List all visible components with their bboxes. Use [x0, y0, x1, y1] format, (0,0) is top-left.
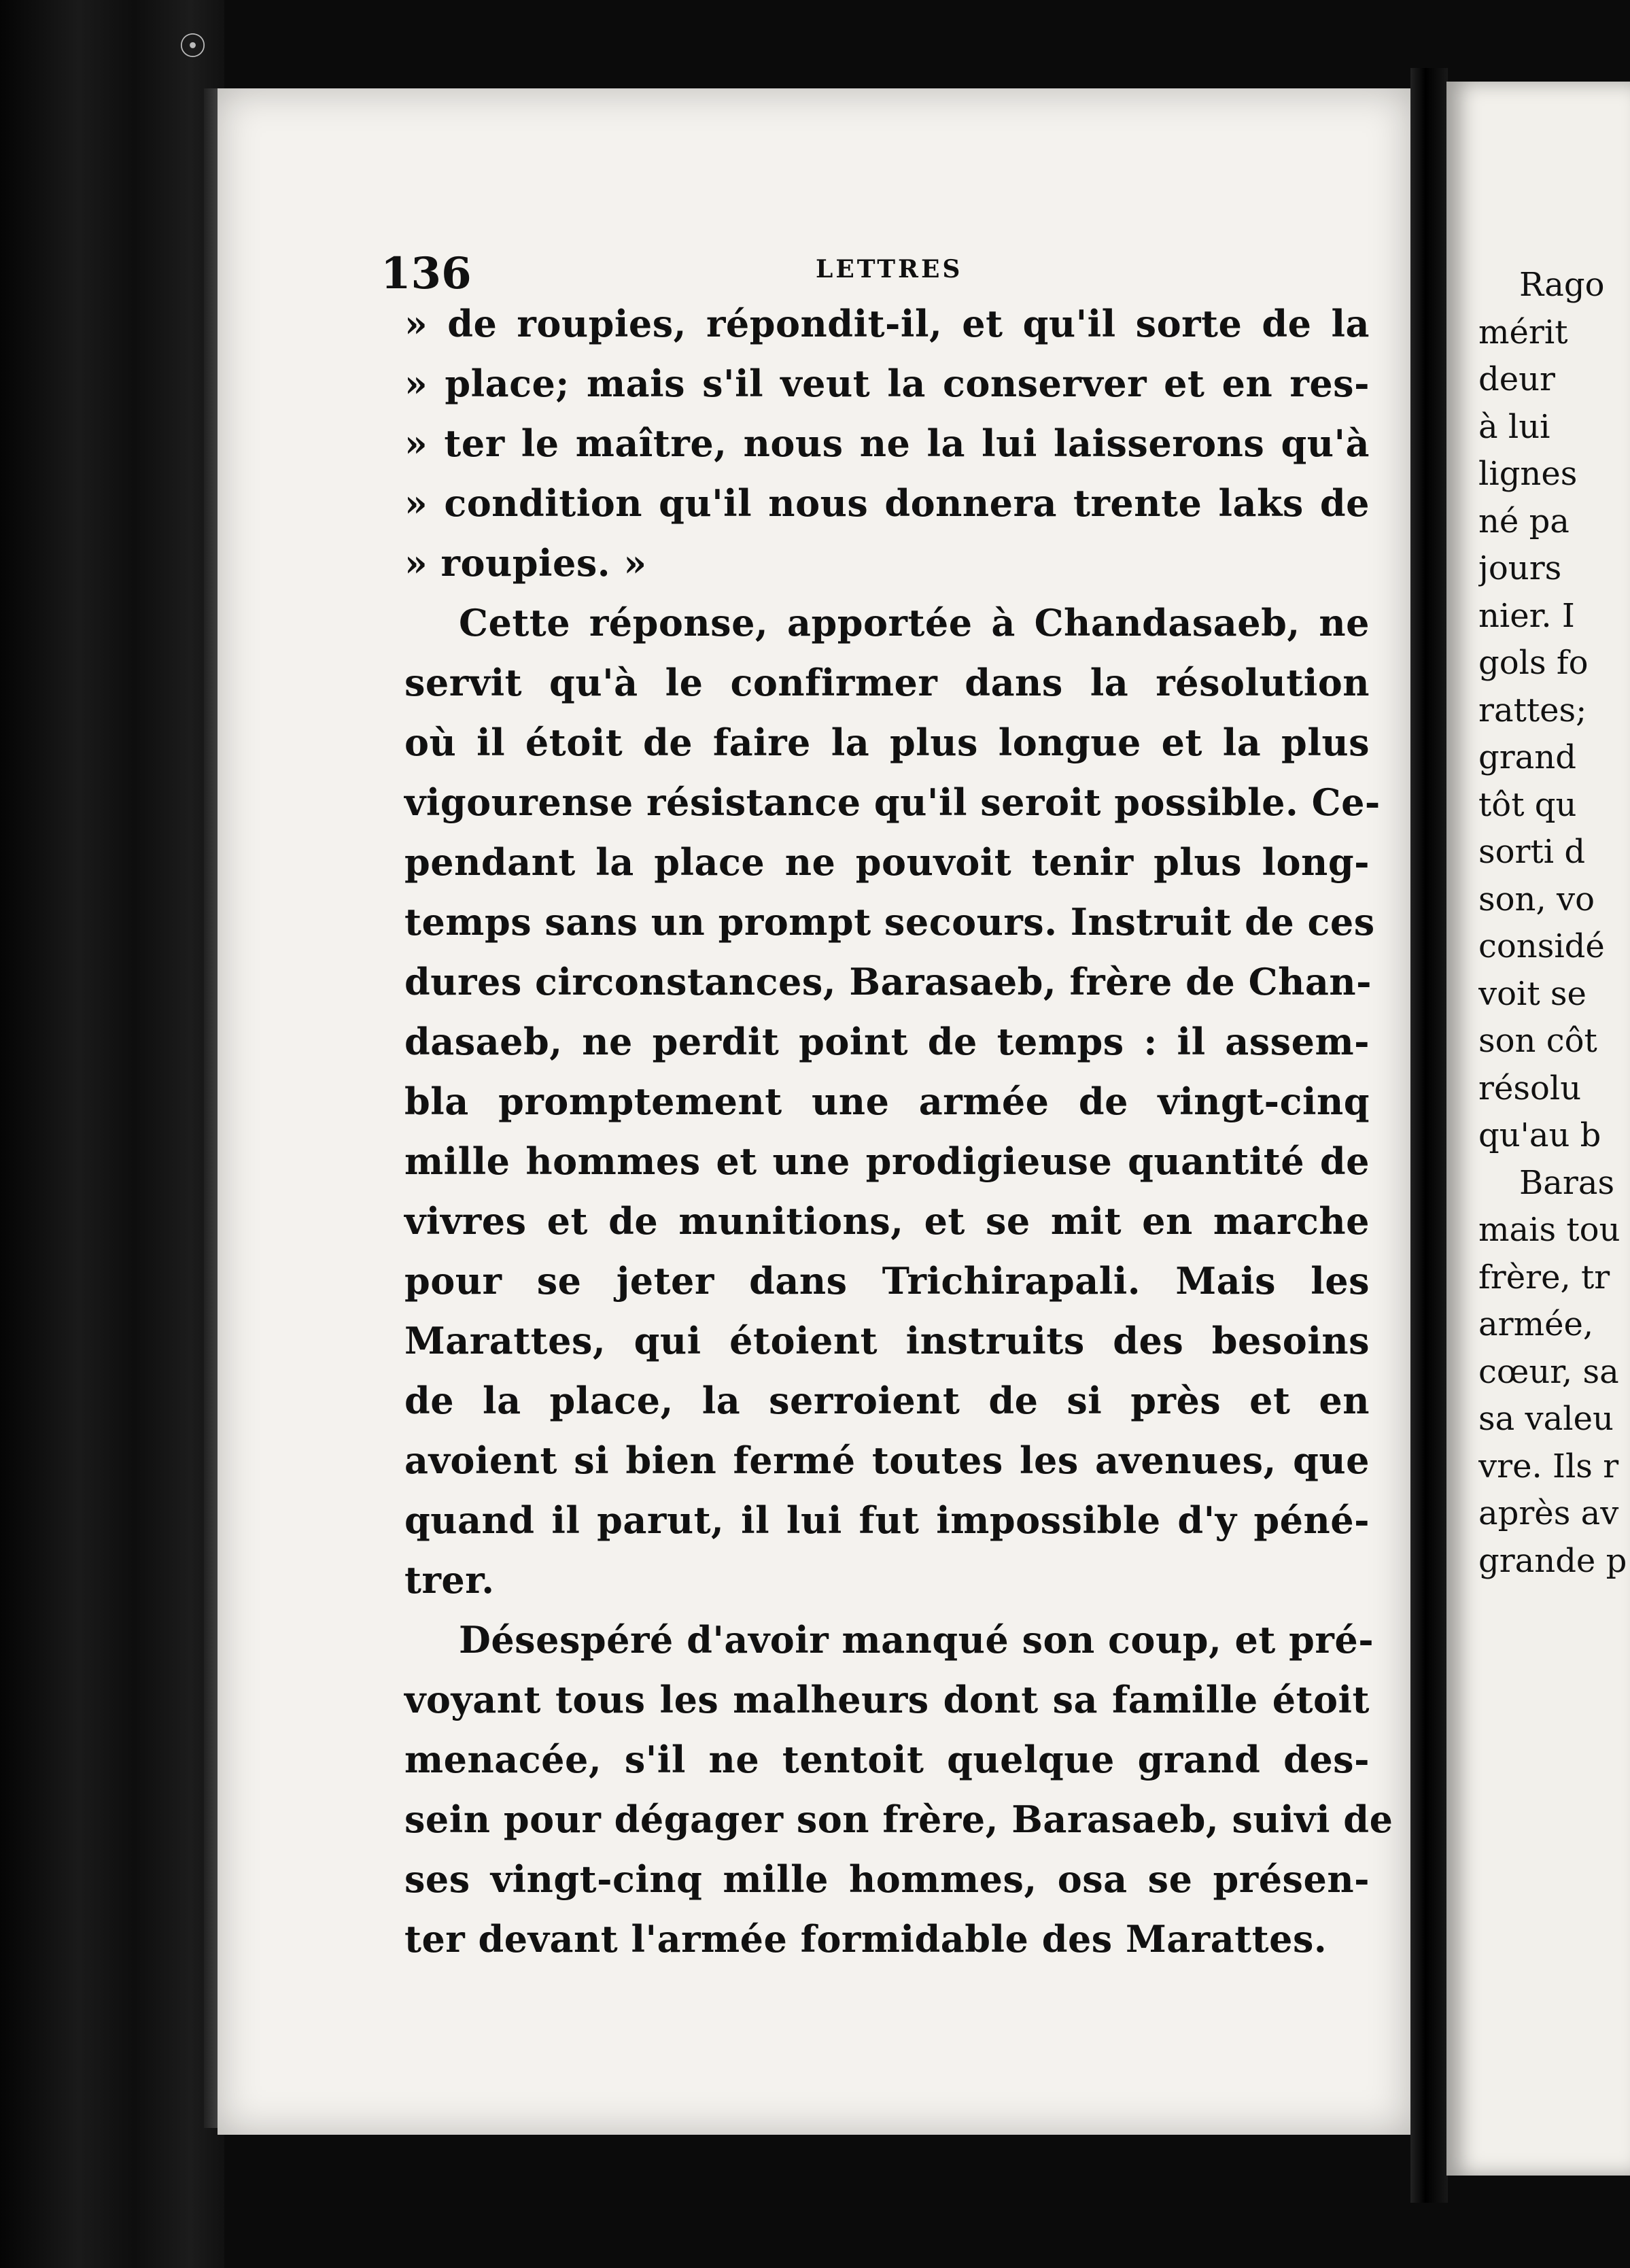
text-line: servit qu'à le confirmer dans la résolution [404, 661, 1370, 704]
text-line: vivres et de munitions, et se mit en marche [404, 1199, 1370, 1243]
corner-mark: ☉ [178, 27, 208, 65]
right-text-line: sorti d [1478, 833, 1586, 871]
text-line: pour se jeter dans Trichirapali. Mais les [404, 1259, 1370, 1303]
right-text-line: armée, [1478, 1305, 1594, 1343]
text-line: pendant la place ne pouvoit tenir plus long- [404, 840, 1370, 884]
right-text-line: mérit [1478, 313, 1568, 351]
text-line: sein pour dégager son frère, Barasaeb, suivi de [404, 1798, 1393, 1841]
text-line: vigourense résistance qu'il seroit possible. Ce- [404, 780, 1381, 824]
page-gutter [1410, 68, 1448, 2203]
right-text-line: après av [1478, 1494, 1619, 1532]
right-text-line: grande p [1478, 1541, 1627, 1580]
text-line: » de roupies, répondit-il, et qu'il sorte de la [404, 302, 1370, 345]
right-page-text [1478, 262, 1630, 1585]
text-line: ter devant l'armée formidable des Marattes. [404, 1917, 1328, 1961]
text-line: voyant tous les malheurs dont sa famille étoit [404, 1678, 1370, 1721]
right-text-line: grand [1478, 738, 1576, 776]
right-text-line: rattes; [1478, 691, 1587, 729]
text-line: Cette réponse, apportée à Chandasaeb, ne [459, 601, 1370, 645]
right-text-line: voit se [1478, 974, 1586, 1013]
text-line: où il étoit de faire la plus longue et la plus [404, 721, 1370, 764]
running-head: LETTRES [816, 255, 963, 284]
text-line: ses vingt-cinq mille hommes, osa se présen- [404, 1857, 1370, 1901]
right-text-line: gols fo [1478, 644, 1589, 682]
right-text-line: jours [1478, 549, 1562, 587]
text-line: » place; mais s'il veut la conserver et en res- [404, 362, 1370, 405]
text-line: de la place, la serroient de si près et en [404, 1379, 1370, 1422]
text-line: Marattes, qui étoient instruits des besoins [404, 1319, 1370, 1362]
right-text-line: deur [1478, 360, 1555, 398]
right-text-line: sa valeu [1478, 1400, 1614, 1438]
right-text-line: considé [1478, 927, 1605, 965]
right-text-line: cœur, sa [1478, 1352, 1619, 1391]
right-text-line: vre. Ils r [1478, 1447, 1619, 1485]
text-line: quand il parut, il lui fut impossible d'y péné- [404, 1498, 1370, 1542]
right-text-line: mais tou [1478, 1211, 1620, 1249]
text-line: bla promptement une armée de vingt-cinq [404, 1080, 1370, 1123]
text-line: temps sans un prompt secours. Instruit de ces [404, 900, 1375, 944]
text-line: dasaeb, ne perdit point de temps : il assem- [404, 1020, 1370, 1063]
right-text-line: son, vo [1478, 880, 1595, 918]
text-line: Désespéré d'avoir manqué son coup, et pré- [459, 1618, 1374, 1662]
right-text-line: Rago [1519, 266, 1605, 304]
text-line: dures circonstances, Barasaeb, frère de Chan- [404, 960, 1372, 1003]
text-line: mille hommes et une prodigieuse quantité de [404, 1139, 1370, 1183]
text-line: trer. [404, 1558, 495, 1602]
right-text-line: à lui [1478, 407, 1550, 446]
right-text-line: Baras [1519, 1163, 1615, 1202]
right-text-line: lignes [1478, 455, 1578, 493]
text-line: menacée, s'il ne tentoit quelque grand des- [404, 1738, 1370, 1781]
text-line: avoient si bien fermé toutes les avenues, que [404, 1439, 1370, 1482]
book-spine [0, 0, 224, 2268]
right-text-line: résolu [1478, 1069, 1582, 1107]
right-text-line: nier. I [1478, 596, 1575, 635]
right-text-line: né pa [1478, 502, 1570, 540]
right-text-line: frère, tr [1478, 1258, 1610, 1296]
text-line: » roupies. » [404, 541, 647, 585]
text-line: » ter le maître, nous ne la lui laisserons qu'à [404, 422, 1370, 465]
right-text-line: son côt [1478, 1022, 1597, 1060]
right-text-line: tôt qu [1478, 785, 1577, 824]
text-line: » condition qu'il nous donnera trente laks de [404, 481, 1370, 525]
right-text-line: qu'au b [1478, 1116, 1601, 1154]
left-page-text [404, 294, 1393, 1969]
page-header [381, 248, 1353, 299]
page-number: 136 [381, 248, 472, 299]
